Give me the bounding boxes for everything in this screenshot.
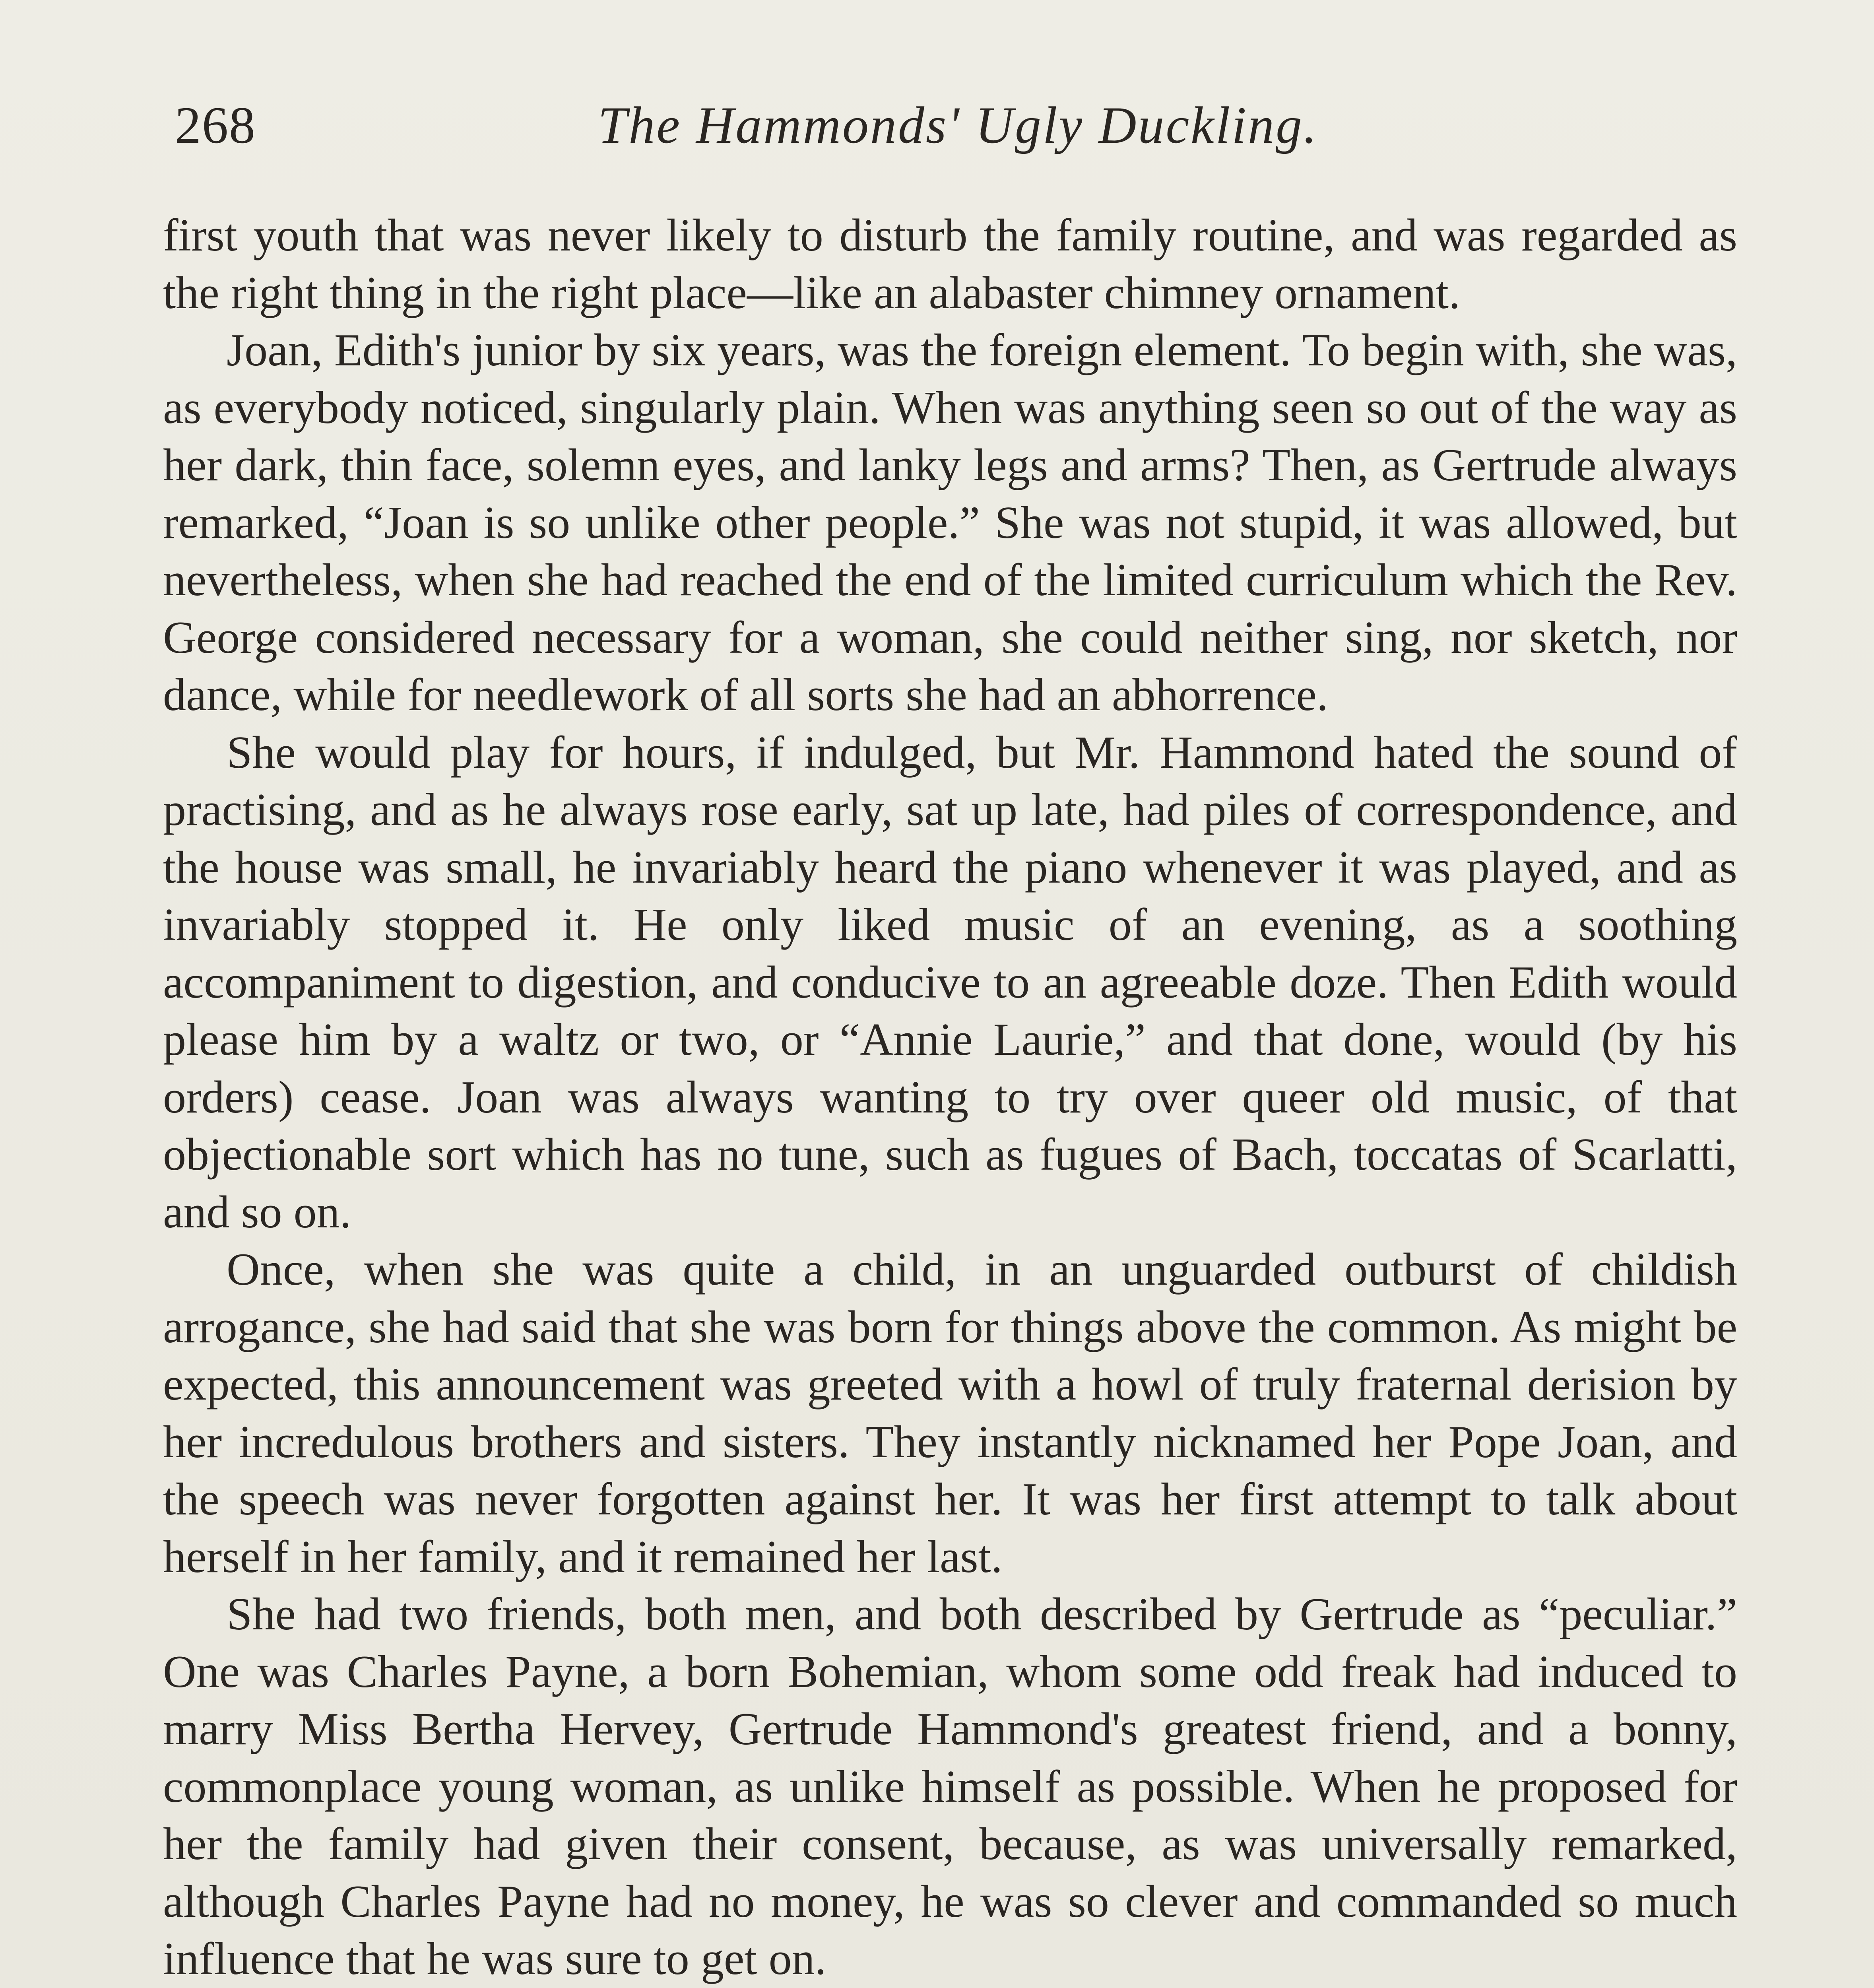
paragraph: She would play for hours, if indulged, but Mr. Hammond hated the sound of practising, and as he always rose early, sat up late, had piles of correspondence, and the house was small, he invariably heard the piano whenever it was played, and as invariably stopped it. He only liked music of an evening, as a soothing accompaniment to digestion, and conducive to an agreeable doze. Then Edith would please him by a waltz or two, or “Annie Laurie,” and that done, would (by his orders) cease. Joan was always wanting to try over queer old music, of that objectionable sort which has no tune, such as fugues of Bach, toccatas of Scarlatti, and so on. <box>163 727 1737 1238</box>
paragraph: first youth that was never likely to disturb the family routine, and was regarded as the right thing in the right place—like an alabaster chimney ornament. <box>163 210 1737 318</box>
page-number: 268 <box>175 96 256 154</box>
running-head <box>175 95 1741 155</box>
running-title: The Hammonds' Ugly Duckling. <box>598 96 1318 154</box>
paragraph: She had two friends, both men, and both described by Gertrude as “peculiar.” One was Charles Payne, a born Bohemian, whom some odd freak had induced to marry Miss Bertha Hervey, Gertrude Hammond's greatest friend, and a bonny, commonplace young woman, as unlike himself as possible. When he proposed for her the family had given their consent, because, as was universally remarked, although Charles Payne had no money, he was so clever and commanded so much influence that he was sure to get on. <box>163 1589 1737 1984</box>
body-text <box>163 207 1737 1988</box>
paragraph: Joan, Edith's junior by six years, was the foreign element. To begin with, she was, as everybody noticed, singularly plain. When was anything seen so out of the way as her dark, thin face, solemn eyes, and lanky legs and arms? Then, as Gertrude always remarked, “Joan is so unlike other people.” She was not stupid, it was allowed, but nevertheless, when she had reached the end of the limited curriculum which the Rev. George considered necessary for a woman, she could neither sing, nor sketch, nor dance, while for needlework of all sorts she had an abhorrence. <box>163 325 1737 720</box>
paragraph: Once, when she was quite a child, in an unguarded outburst of childish arrogance, she had said that she was born for things above the common. As might be expected, this announcement was greeted with a howl of truly fraternal derision by her incredulous brothers and sisters. They instantly nicknamed her Pope Joan, and the speech was never forgotten against her. It was her first attempt to talk about herself in her family, and it remained her last. <box>163 1244 1737 1582</box>
